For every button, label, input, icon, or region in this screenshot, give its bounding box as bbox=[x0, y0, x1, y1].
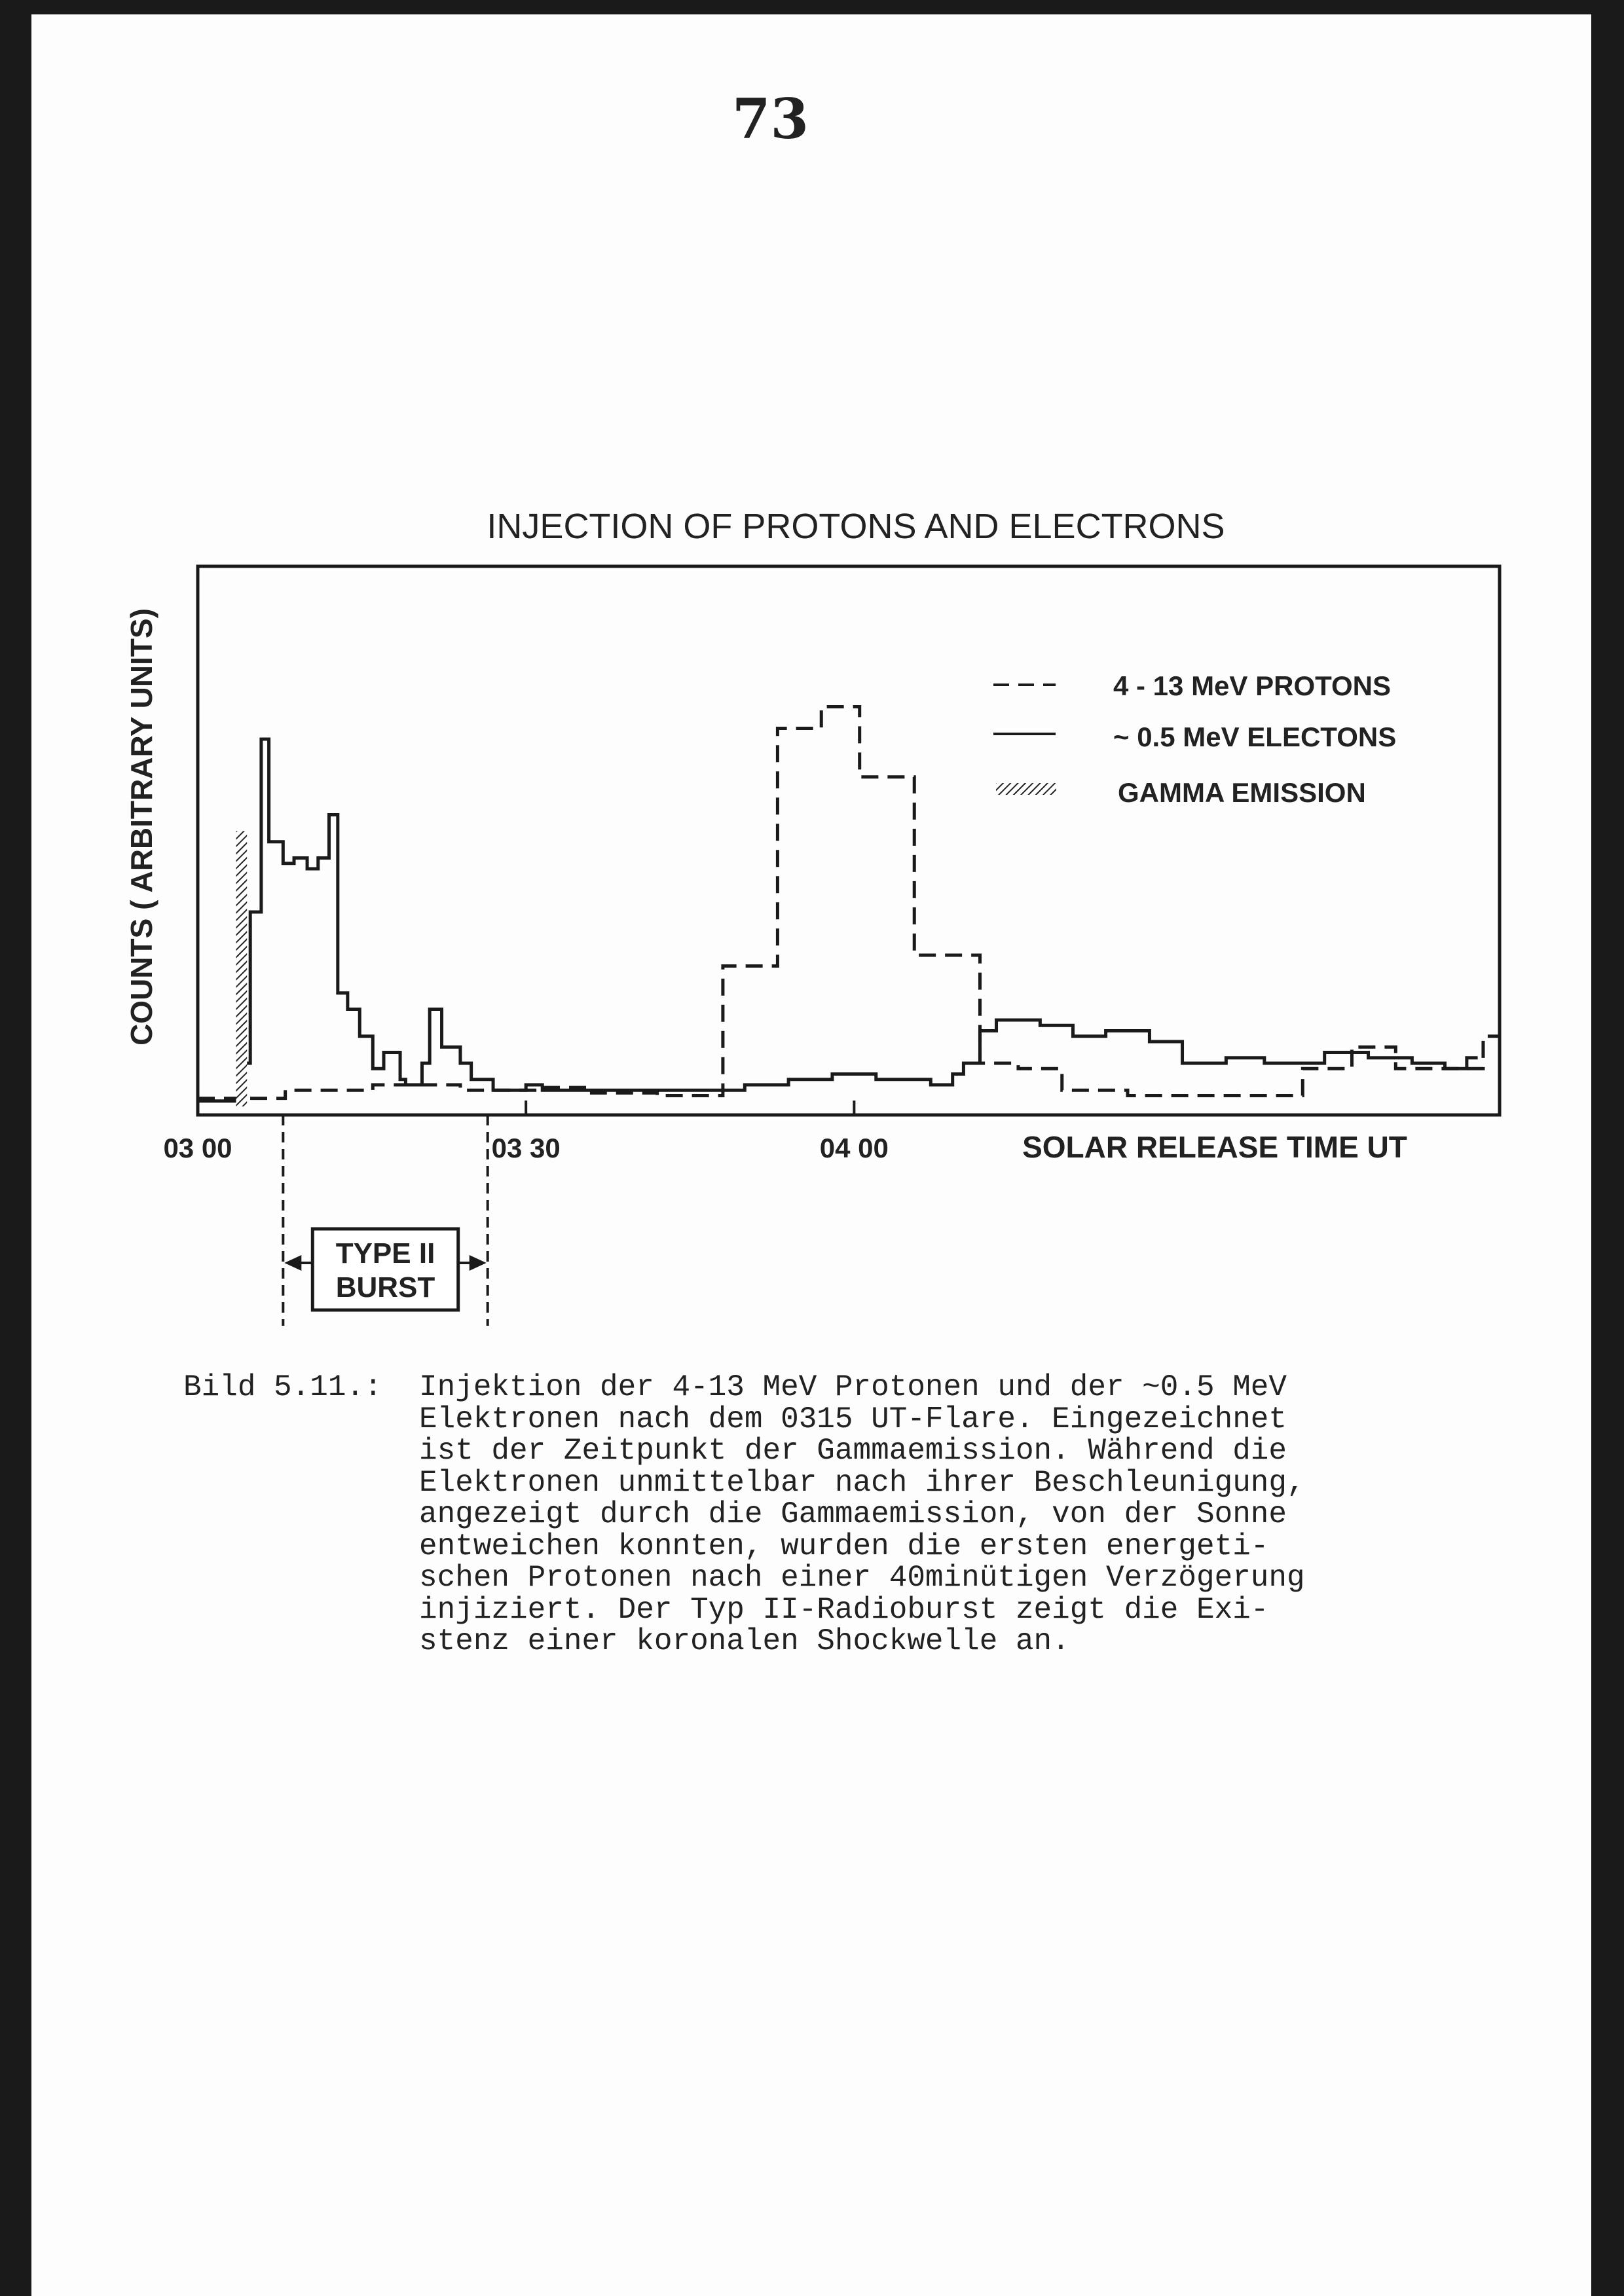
x-tick-label: 04 00 bbox=[819, 1133, 889, 1163]
type-ii-burst-annotation bbox=[283, 1115, 487, 1326]
caption-line: entweichen konnten, wurden die ersten energeti- bbox=[419, 1529, 1269, 1563]
x-tick-label: 03 30 bbox=[491, 1133, 561, 1163]
y-axis-label: COUNTS ( ARBITRARY UNITS) bbox=[124, 608, 158, 1046]
caption-line: angezeigt durch die Gammaemission, von der Sonne bbox=[419, 1497, 1287, 1531]
caption-label: Bild 5.11.: bbox=[183, 1370, 382, 1404]
burst-label-line1: TYPE II bbox=[335, 1237, 435, 1269]
plot-frame bbox=[198, 566, 1500, 1115]
burst-arrowhead-left bbox=[284, 1255, 301, 1271]
legend-label-gamma: GAMMA EMISSION bbox=[1118, 777, 1366, 808]
caption-line: ist der Zeitpunkt der Gammaemission. Während die bbox=[419, 1434, 1287, 1468]
gamma-emission-bar bbox=[236, 831, 247, 1106]
caption-line: Elektronen nach dem 0315 UT-Flare. Eingezeichnet bbox=[419, 1402, 1287, 1436]
page-number: 73 bbox=[732, 86, 809, 151]
burst-arrowhead-right bbox=[470, 1255, 487, 1271]
caption-line: schen Protonen nach einer 40minütigen Verzögerung bbox=[419, 1561, 1305, 1595]
legend-label-electrons: ~ 0.5 MeV ELECTONS bbox=[1113, 721, 1397, 752]
protons-series-line bbox=[198, 707, 1500, 1099]
x-axis-label: SOLAR RELEASE TIME UT bbox=[1022, 1130, 1407, 1164]
burst-label-line2: BURST bbox=[335, 1271, 435, 1303]
caption-line: stenz einer koronalen Shockwelle an. bbox=[419, 1624, 1070, 1658]
legend-label-protons: 4 - 13 MeV PROTONS bbox=[1113, 670, 1392, 701]
caption-line: Elektronen unmittelbar nach ihrer Beschleunigung, bbox=[419, 1465, 1305, 1500]
x-tick-label: 03 00 bbox=[163, 1133, 232, 1163]
caption-line: injiziert. Der Typ II-Radioburst zeigt die Exi- bbox=[419, 1592, 1269, 1627]
series-layer bbox=[198, 707, 1500, 1107]
chart-title: INJECTION OF PROTONS AND ELECTRONS bbox=[487, 507, 1225, 546]
caption-line: Injektion der 4-13 MeV Protonen und der ~0.5 MeV bbox=[419, 1370, 1287, 1404]
legend bbox=[993, 670, 1396, 808]
tick-layer bbox=[163, 1101, 888, 1163]
caption-body bbox=[419, 1372, 1441, 1658]
legend-swatch-gamma bbox=[996, 783, 1056, 795]
